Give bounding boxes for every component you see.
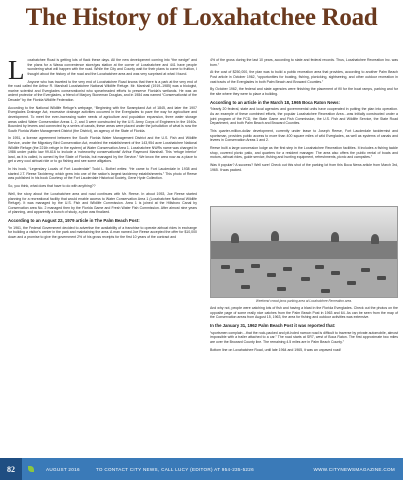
photo-car <box>283 267 292 271</box>
photo-car <box>331 271 340 275</box>
photo-tree <box>371 234 379 244</box>
paragraph: So, you think, what does that have to do with anything?? <box>8 184 96 189</box>
paragraph: “sportsmen complain…that the rock-packed and pit-holed narrow road is difficult to traverse by private automobile, almost impossible with a trailer attached to a car.” The road starts at SR7, west of Boca Raton. The first approximate two miles are over the Broward County line. The remaining 4.5 miles are in Palm Beach County.” <box>210 330 398 344</box>
paragraph: Was it popular? A success? Well sure! Check out this shot of the parking lot from this Boca News article from March 3rd, 1965. It was packed. <box>210 162 398 172</box>
photo-car <box>347 281 356 285</box>
photo-car <box>251 264 260 268</box>
page-footer <box>0 458 403 480</box>
photo-car <box>235 269 244 273</box>
right-column-lower <box>210 306 398 355</box>
article-title: The History of Loxahatchee Road <box>25 4 378 31</box>
paragraph: Bottom line on Loxahatchee Road, until late 1964 and 1965, it was an unpaved road! <box>210 347 342 352</box>
paragraph: “In 1961, the Federal Government decided to advertise the availability of a franchise to operate airboat rides in exchange for building a visitor’s center in the park and maintaining the area. A man named Joe Reese accepted the offer for $10,000 down and a promise to give the government 2% of his gross receipts for the first 10 years of the contract and <box>8 225 197 240</box>
paragraph: 4% of the gross during the last 10 years, according to state and federal records. Thus, Loxahatchee Recreation Inc. was born.” <box>210 58 398 67</box>
paragraph: This quarter-million-dollar development, currently under lease to Joseph Reese, Fort Lauderdale taxidermist and sportsman, provides public access to more than 400 square miles of wild Everglades, as well as systems of canals and levees in Conservation Areas 1 and 2. <box>210 128 398 143</box>
photo-car <box>221 265 230 269</box>
photo-car <box>361 268 370 272</box>
paragraph: Anyone who has traveled to the very end of Loxahatchee Road knows that there is a park at the very end of the road called the Arthur R. Marshall Loxahatchee National Wildlife Refuge. Mr. Marshall (1919–1985) was a biologist, marine scientist and Everglades conservationist who spearheaded efforts to preserve Florida’s wetlands. He was an ardent protector of the Everglades, a friend of Marjory Stoneman Douglas, and in 1984 was named “Conservationist of the Decade” by the Florida Wildlife Federation. <box>8 79 197 102</box>
contact-info: TO CONTACT CITY NEWS, CALL LUCY (EDITOR) AT 954-235-5226 <box>95 466 255 472</box>
website-link[interactable]: WWW.CITYNEWSMAGAZINE.COM <box>313 466 395 472</box>
subheading: According to an August 22, 1979 article in The Palm Beach Post: <box>8 218 140 224</box>
drop-cap: L <box>8 55 25 85</box>
right-column <box>210 58 398 175</box>
paragraph: In his book, “Legendary Locals of Fort Lauderdale” Todd L. Bothel writes: “He came to Fort Lauderdale in 1938 and started J.T. Reese Taxidermy, which grew into one of the nation’s largest taxidermy establishments.” This photo of Reese was published in his book Courtesy of the Fort Lauderdale Historical Society, Gene Hyde Collection. <box>8 167 197 181</box>
photo-car <box>277 287 286 291</box>
photo-car <box>315 265 324 269</box>
paragraph: At the cost of $250,000, the plan was to build a public recreation area that provides, according to another Palm Beach Post article in October 1962, “opportunities for boating, fishing, picnicking, sightseeing, and other outdoor recreation in vast tracts of the Everglades in both Palm Beach and Broward Counties.” <box>210 70 398 84</box>
issue-date: AUGUST 2016 <box>46 466 80 472</box>
photo-car <box>301 277 310 281</box>
photo-car <box>321 289 330 293</box>
paragraph: In 1951, a license agreement between the South Florida Water Management District and the U.S. Fish and Wildlife Service, under the Migratory Bird Conservation Act, enabled the establishment of the 143,954 acre Loxahatchee National Wildlife Refuge (the 221th refuge in the system) at Water Conservation Area 1. Loxahatchee NWRs name was changed in 1986 under public law 99-616 to include a ‘noteworthy conservationist’ Arthur Raymond Marshall. This ‘refuge interior’ land, as it is called, is owned by the State of Florida, but managed by the Service.” We know the area now as a place to get a very cool airboat ride or to go fishing and see some alligators. <box>8 136 197 164</box>
paragraph: Well, the story about the Loxahatchee area and road continues with Mr. Reese. In about 1953, Joe Reese started planning for a recreational facility that would enable access to Water Conservation Area 1 (Loxahatchee National Wildlife Refuge). It was managed by the U.S. Fish and Wildlife Commission. Area 1 is joined at the Hillsboro Canal by Conservation area No. 2 managed then by the Florida Game and Fresh Water Fish Commission. After almost nine years of planning, and apparently a bunch of study, a plan was finalized. <box>8 191 197 215</box>
photo-shoreline <box>211 241 397 259</box>
left-column <box>8 55 197 243</box>
photo-caption: Weekend crowd jams parking area at Loxahatchee Recreation area. <box>255 299 353 303</box>
paragraph: Loxahatchee Road is getting lots of flack these days. All the new development coming into “the wedge” and the plans for a Wawa convenience store/gas station at the corner of Loxahatchee and 441 have people wondering what will happen with the road. While the City and County wait for their plans to come to fruition, I thought about the history of the road and the Loxahatchee area and was very surprised at what I found. <box>8 55 197 85</box>
photo-car <box>241 285 250 289</box>
page-number: 82 <box>0 458 22 480</box>
photo-tree <box>271 231 279 241</box>
subheading: In the January 31, 1962 Palm Beach Post it was reported that: <box>210 322 336 328</box>
photo-tree <box>331 232 339 242</box>
paragraph: According to the National Wildlife Refuge’s webpage, “Beginning with the Swampland Act of 1845, and later the 1907 Everglades Drainage Act, excessive drainage activities occurred in the Everglades to pave the way for agriculture and development. To meet the ever-increasing water needs of agriculture and population expansion, three water storage areas called Water Conservation Areas 1, 2, and 3 were constructed by the U.S. Army Corps of Engineers in the 1940s. Bounded by levees and connected by a series of canals, these areas were placed under the jurisdiction of what is now the South Florida Water Management District (the District), an agency of the State of Florida. <box>8 105 197 133</box>
subheading: According to an article in the March 18, 1965 Boca Raton News: <box>210 99 340 105</box>
photo-tree <box>231 233 239 243</box>
paragraph: Reese built a large concession lodge as the first step in the Loxahatchee Recreation facilities. It includes a fishing tackle shop, covered picnic patio, and quarters for a resident manager. The area also offers the public rental of boats and motors, airboat rides, guide service, fishing and hunting equipment, refreshments, picnic and campsites.” <box>210 145 398 160</box>
paragraph: “Nearly 20 federal, state and local agencies and governmental units have cooperated in putting the plan into operation. As an example of these combined efforts, the popular Loxahatchee Recreation Area…was initially constructed under a joint program of the FCD, the State Game and Fish Commission, the U.S. Fish and Wildlife Service, the State Road Department, and both Palm Beach and Broward Counties. <box>210 107 398 126</box>
paragraph: By October 1962, the federal and state agencies were finishing the placement of fill for the boat ramps, parking and for the site where they were to place a building. <box>210 87 398 96</box>
parking-lot-photo <box>210 206 398 298</box>
leaf-icon <box>28 466 34 472</box>
paragraph: And why not, people were catching lots of fish and having a blast in the Florida Everglades. Check out the photos on the opposite page of some really nice catches from the Palm Beach Post in 1963 and 64. As can be seen from the map of the Conservation areas from August 15, 1963, the area for fishing and outdoor activities was extensive. <box>210 306 398 320</box>
photo-car <box>377 276 386 280</box>
photo-car <box>267 273 276 277</box>
